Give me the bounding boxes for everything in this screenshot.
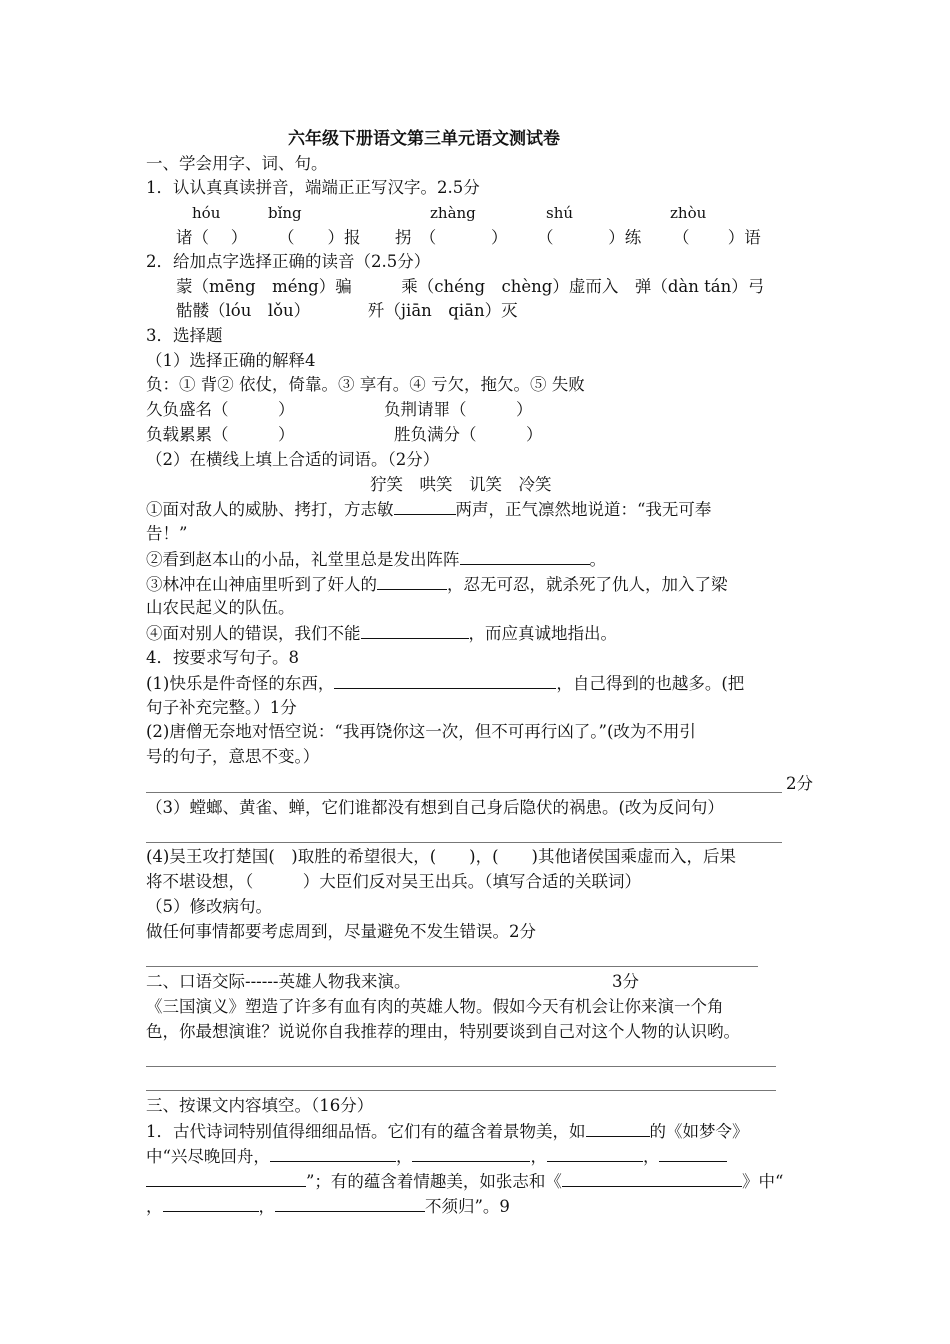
answer-blank[interactable] bbox=[659, 1145, 727, 1162]
fill-4: ④面对别人的错误，我们不能 ，而应真诚地指出。 bbox=[146, 624, 617, 643]
fill-3-line-2: 山农民起义的队伍。 bbox=[146, 598, 295, 617]
q4-2-line-1: (2)唐僧无奈地对悟空说：“我再饶你这一次，但不可再行凶了。”(改为不用引 bbox=[146, 722, 696, 741]
q4-1-line-1: (1)快乐是件奇怪的东西， ，自己得到的也越多。(把 bbox=[146, 674, 745, 693]
answer-line[interactable] bbox=[146, 1090, 776, 1091]
answer-line[interactable] bbox=[146, 842, 782, 843]
word-4: （ ）练 bbox=[537, 228, 642, 247]
answer-line[interactable] bbox=[146, 1066, 776, 1067]
q4-heading: 4．按要求写句子。8 bbox=[146, 648, 299, 667]
s3-line-1: 1．古代诗词特别值得细细品悟。它们有的蕴含着景物美，如 的《如梦令》 bbox=[146, 1122, 749, 1141]
word-3: 拐 （ ） bbox=[395, 228, 508, 247]
answer-blank[interactable] bbox=[163, 1195, 259, 1212]
pinyin-2: bǐng bbox=[268, 204, 302, 222]
fill-1-line-1: ①面对敌人的威胁、拷打，方志敏 两声，正气凛然地说道：“我无可奉 bbox=[146, 500, 712, 519]
word-5: （ ）语 bbox=[673, 228, 761, 247]
pinyin-1: hóu bbox=[192, 204, 221, 222]
answer-blank[interactable] bbox=[547, 1145, 643, 1162]
section-heading-1: 一、学会用字、词、句。 bbox=[146, 154, 328, 173]
q2-heading: 2．给加点字选择正确的读音（2.5分） bbox=[146, 252, 431, 271]
word-1: 诸（ ） bbox=[176, 228, 248, 247]
q3-heading: 3．选择题 bbox=[146, 326, 223, 345]
answer-blank[interactable] bbox=[562, 1170, 742, 1187]
q3-word-options: 狞笑 哄笑 讥笑 冷笑 bbox=[370, 475, 552, 494]
q4-3: （3）螳螂、黄雀、蝉，它们谁都没有想到自己身后隐伏的祸患。(改为反问句） bbox=[146, 798, 724, 817]
q3-idiom-2: 负荆请罪（ ） bbox=[384, 400, 533, 419]
page-title: 六年级下册语文第三单元语文测试卷 bbox=[288, 129, 560, 149]
answer-blank[interactable] bbox=[146, 1170, 306, 1187]
section-2-prompt-1: 《三国演义》塑造了许多有血有肉的英雄人物。假如今天有机会让你来演一个角 bbox=[146, 997, 724, 1016]
s3-line-3: ”；有的蕴含着情趣美，如张志和《 》中“ bbox=[146, 1170, 783, 1193]
q2-line-2: 骷髅（lóu lǒu） 歼（jiān qiān）灭 bbox=[176, 301, 518, 320]
q3-idiom-4: 胜负满分（ ） bbox=[394, 425, 543, 444]
q3-idiom-3: 负载累累（ ） bbox=[146, 425, 295, 444]
q4-2-score: 2分 bbox=[786, 774, 813, 793]
answer-blank[interactable] bbox=[361, 622, 469, 639]
q3-meanings: 负：① 背② 依仗，倚靠。③ 享有。④ 亏欠，拖欠。⑤ 失败 bbox=[146, 375, 585, 394]
q4-4-line-1: (4)吴王攻打楚国( )取胜的希望很大，( )，( )其他诸侯国乘虚而入，后果 bbox=[146, 847, 736, 866]
pinyin-5: zhòu bbox=[670, 204, 707, 222]
q4-5-sentence: 做任何事情都要考虑周到，尽量避免不发生错误。2分 bbox=[146, 922, 536, 941]
section-heading-3: 三、按课文内容填空。（16分） bbox=[146, 1096, 374, 1115]
fill-1-line-2: 告！” bbox=[146, 524, 188, 543]
answer-blank[interactable] bbox=[394, 498, 456, 515]
s3-line-2: 中“兴尽晚回舟， ， ， ， bbox=[146, 1145, 727, 1168]
answer-blank[interactable] bbox=[377, 573, 447, 590]
answer-blank[interactable] bbox=[334, 672, 556, 689]
pinyin-4: shú bbox=[546, 204, 574, 222]
fill-3-line-1: ③林冲在山神庙里听到了奸人的 ，忍无可忍，就杀死了仇人，加入了梁 bbox=[146, 575, 728, 594]
q4-1-line-2: 句子补充完整。）1分 bbox=[146, 698, 297, 717]
section-2-prompt-2: 色，你最想演谁？说说你自我推荐的理由，特别要谈到自己对这个人物的认识哟。 bbox=[146, 1022, 740, 1041]
fill-2: ②看到赵本山的小品，礼堂里总是发出阵阵 。 bbox=[146, 550, 606, 569]
q1-heading: 1．认认真真读拼音，端端正正写汉字。2.5分 bbox=[146, 178, 480, 197]
word-2: （ ）报 bbox=[278, 228, 361, 247]
answer-line[interactable] bbox=[146, 792, 782, 793]
q3-sub1: （1）选择正确的解释4 bbox=[146, 351, 316, 370]
answer-blank[interactable] bbox=[460, 548, 590, 565]
q2-line-1: 蒙（mēng méng）骗 乘（chéng chèng）虚而入 弹（dàn tán）弓 bbox=[176, 277, 765, 296]
answer-blank[interactable] bbox=[270, 1145, 396, 1162]
section-2-score: 3分 bbox=[612, 972, 639, 991]
q3-idiom-1: 久负盛名（ ） bbox=[146, 400, 295, 419]
q4-4-line-2: 将不堪设想，（ ）大臣们反对吴王出兵。（填写合适的关联词） bbox=[146, 872, 641, 891]
section-heading-2: 二、口语交际------英雄人物我来演。 bbox=[146, 972, 411, 991]
answer-blank[interactable] bbox=[412, 1145, 530, 1162]
s3-line-4: ， ， 不须归”。9 bbox=[146, 1197, 510, 1216]
q3-sub2: （2）在横线上填上合适的词语。（2分） bbox=[146, 450, 440, 469]
q4-2-line-2: 号的句子，意思不变。） bbox=[146, 747, 320, 766]
answer-blank[interactable] bbox=[586, 1120, 650, 1137]
pinyin-3: zhàng bbox=[430, 204, 476, 222]
answer-blank[interactable] bbox=[275, 1195, 425, 1212]
answer-line[interactable] bbox=[146, 966, 758, 967]
q4-5-heading: （5）修改病句。 bbox=[146, 897, 272, 916]
